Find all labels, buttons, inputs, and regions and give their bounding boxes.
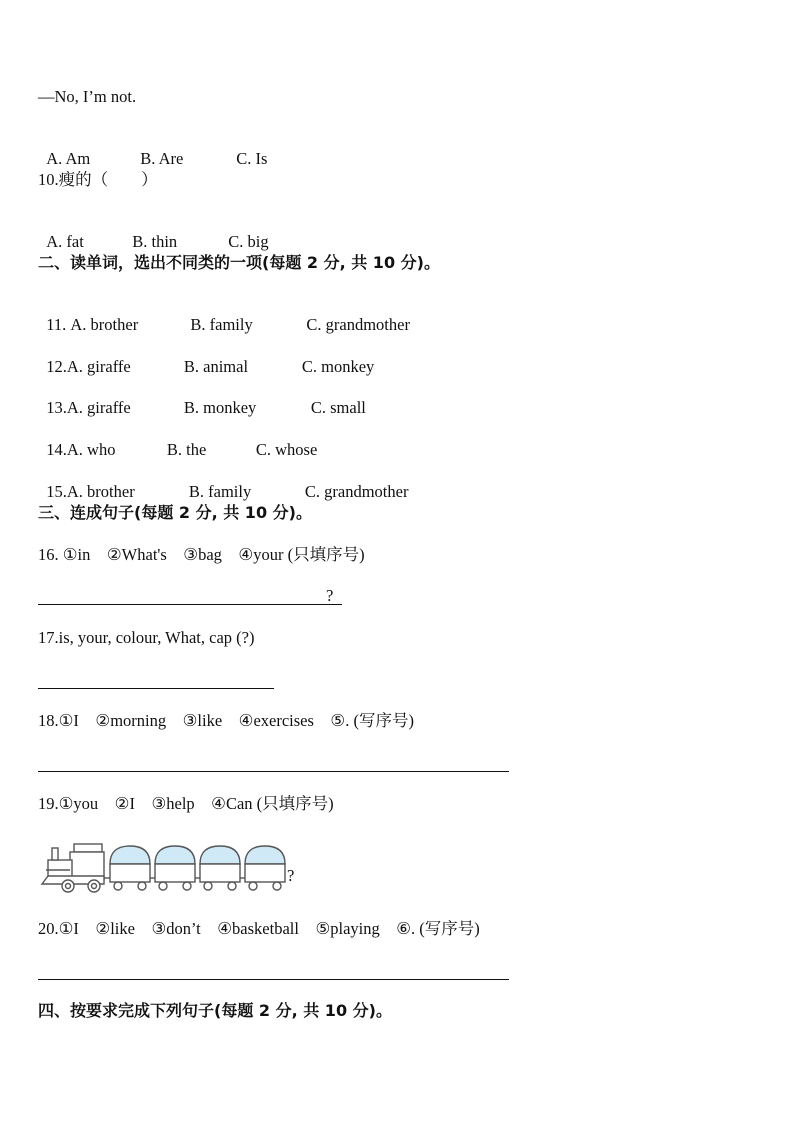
q19: 19.①you ②I ③help ④Can (只填序号)	[38, 794, 334, 813]
section3-title: 三、连成句子(每题 2 分, 共 10 分)。	[38, 503, 312, 522]
q16: 16. ①in ②What's ③bag ④your (只填序号)	[38, 545, 365, 564]
q18: 18.①I ②morning ③like ④exercises ⑤. (写序号)	[38, 711, 414, 730]
q12-option-b: B. animal	[183, 357, 249, 376]
q10-option-b: B. thin	[132, 232, 178, 251]
q10-option-a: A. fat	[46, 232, 84, 251]
q11-option-a: A. brother	[70, 315, 139, 334]
q19-question-mark: ?	[287, 866, 295, 885]
train-car-1	[110, 846, 150, 890]
q15	[38, 462, 408, 502]
q9-option-c: C. Is	[236, 149, 268, 168]
q9-options	[38, 129, 267, 169]
q11-option-c: C. grandmother	[306, 315, 410, 334]
q9-option-b: B. Are	[140, 149, 184, 168]
q14-option-c: C. whose	[255, 440, 318, 459]
train-illustration	[40, 840, 302, 896]
section2-title: 二、读单词，选出不同类的一项(每题 2 分, 共 10 分)。	[38, 253, 440, 272]
q16-question-mark: ?	[326, 586, 334, 605]
q13-number: 13.	[46, 398, 67, 417]
q12-number: 12.	[46, 357, 67, 376]
q12-option-a: A. giraffe	[66, 357, 131, 376]
train-car-2	[155, 846, 195, 890]
q17-answer-blank[interactable]	[38, 688, 274, 689]
q14	[38, 420, 317, 460]
q18-answer-blank[interactable]	[38, 771, 509, 772]
q13-option-c: C. small	[310, 398, 366, 417]
q17: 17.is, your, colour, What, cap (?)	[38, 628, 255, 647]
q13-option-a: A. giraffe	[66, 398, 131, 417]
q11	[38, 295, 410, 335]
q16-answer-blank[interactable]	[38, 604, 342, 605]
q15-option-a: A. brother	[66, 482, 135, 501]
train-car-3	[200, 846, 240, 890]
q10-stem: 10.瘦的（ ）	[38, 170, 158, 189]
q14-option-a: A. who	[66, 440, 116, 459]
q15-option-b: B. family	[188, 482, 252, 501]
section4-title: 四、按要求完成下列句子(每题 2 分, 共 10 分)。	[38, 1001, 392, 1020]
q20-answer-blank[interactable]	[38, 979, 509, 980]
q13	[38, 378, 366, 418]
q12-option-c: C. monkey	[301, 357, 375, 376]
q14-number: 14.	[46, 440, 67, 459]
train-engine-icon	[42, 844, 104, 892]
q12	[38, 337, 374, 377]
q10-options	[38, 212, 269, 252]
q11-option-b: B. family	[190, 315, 253, 334]
q20: 20.①I ②like ③don’t ④basketball ⑤playing ⑥. (写序号)	[38, 919, 480, 938]
q13-option-b: B. monkey	[183, 398, 257, 417]
q14-option-b: B. the	[166, 440, 207, 459]
q10-option-c: C. big	[228, 232, 269, 251]
q9-answer-line: —No, I’m not.	[38, 87, 137, 106]
q9-option-a: A. Am	[46, 149, 91, 168]
train-car-4	[245, 846, 285, 890]
q15-number: 15.	[46, 482, 67, 501]
q11-number: 11.	[46, 315, 71, 334]
q15-option-c: C. grandmother	[304, 482, 409, 501]
